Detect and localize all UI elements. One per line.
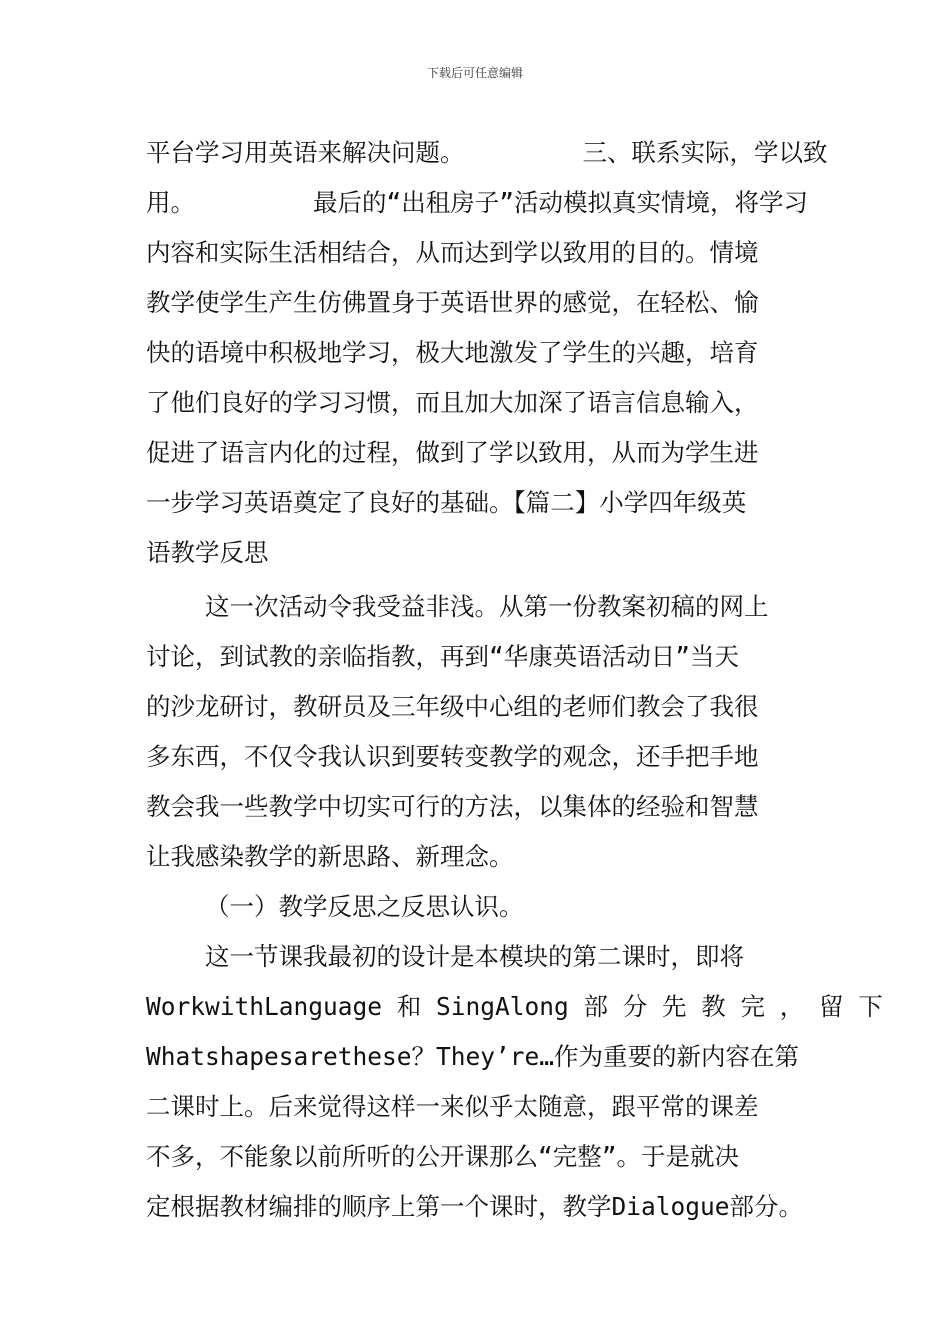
- text-line: WorkwithLanguage 和 SingAlong 部 分 先 教 完 ， 留 下: [146, 992, 883, 1021]
- text-line: 一步学习英语奠定了良好的基础。【篇二】小学四年级英: [146, 488, 747, 517]
- text-line: Whatshapesarethese？They’re…作为重要的新内容在第: [146, 1042, 800, 1071]
- text-line: 二课时上。后来觉得这样一来似乎太随意，跟平常的课差: [146, 1092, 759, 1121]
- page-header: 下载后可任意编辑: [426, 66, 523, 80]
- text-line: 的沙龙研讨，教研员及三年级中心组的老师们教会了我很: [146, 692, 759, 721]
- text-line: 教学使学生产生仿佛置身于英语世界的感觉，在轻松、愉: [146, 288, 759, 317]
- paragraph-first-line: 这一次活动令我受益非浅。从第一份教案初稿的网上: [146, 592, 769, 621]
- section-title-line: 语教学反思: [146, 538, 269, 567]
- text-line: 让我感染教学的新思路、新理念。: [146, 842, 514, 871]
- document-body: [146, 128, 883, 1232]
- text-line: 快的语境中积极地学习，极大地激发了学生的兴趣，培育: [146, 338, 759, 367]
- text-line: 平台学习用英语来解决问题。 三、联系实际，学以致: [146, 138, 828, 167]
- paragraph-first-line: 这一节课我最初的设计是本模块的第二课时，即将: [146, 942, 744, 971]
- text-line: 不多，不能象以前所听的公开课那么“完整”。于是就决: [146, 1142, 739, 1171]
- subheading-line: （一）教学反思之反思认识。: [146, 892, 524, 921]
- text-line: 了他们良好的学习习惯，而且加大加深了语言信息输入，: [146, 388, 759, 417]
- text-line: 讨论，到试教的亲临指教，再到“华康英语活动日”当天: [146, 642, 739, 671]
- text-line: 多东西，不仅令我认识到要转变教学的观念，还手把手地: [146, 742, 759, 771]
- text-line: 用。 最后的“出租房子”活动模拟真实情境，将学习: [146, 188, 809, 217]
- text-line: 促进了语言内化的过程，做到了学以致用，从而为学生进: [146, 438, 759, 467]
- text-line: 定根据教材编排的顺序上第一个课时，教学Dialogue部分。: [146, 1192, 803, 1221]
- text-line: 教会我一些教学中切实可行的方法，以集体的经验和智慧: [146, 792, 759, 821]
- text-line: 内容和实际生活相结合，从而达到学以致用的目的。情境: [146, 238, 759, 267]
